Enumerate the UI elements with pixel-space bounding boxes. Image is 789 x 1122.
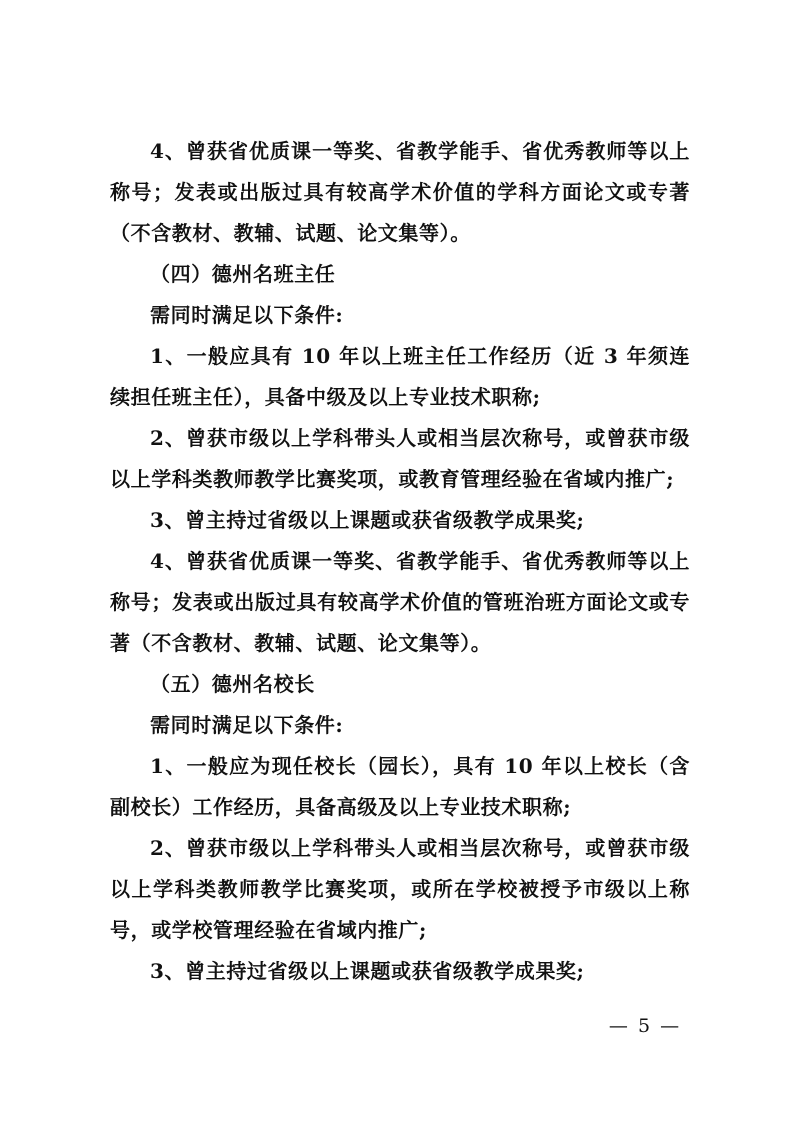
- paragraph-4: 1、一般应具有 10 年以上班主任工作经历（近 3 年须连续担任班主任），具备中级及以上专业技术职称;: [110, 344, 690, 409]
- paragraph-7: 4、曾获省优质课一等奖、省教学能手、省优秀教师等以上称号；发表或出版过具有较高学术价值的管班治班方面论文或专著（不含教材、教辅、试题、论文集等）。: [110, 549, 690, 655]
- paragraph-5: 2、曾获市级以上学科带头人或相当层次称号，或曾获市级以上学科类教师教学比赛奖项，或教育管理经验在省域内推广;: [110, 426, 690, 491]
- page-number: — 5 —: [608, 1015, 682, 1037]
- paragraph-3: 需同时满足以下条件:: [150, 303, 344, 327]
- document-body: [110, 131, 690, 992]
- section-heading-five: （五）德州名校长: [150, 672, 315, 696]
- section-heading-four: （四）德州名班主任: [150, 262, 336, 286]
- paragraph-11: 2、曾获市级以上学科带头人或相当层次称号，或曾获市级以上学科类教师教学比赛奖项，或所在学校被授予市级以上称号，或学校管理经验在省域内推广;: [110, 836, 690, 942]
- paragraph-1: 4、曾获省优质课一等奖、省教学能手、省优秀教师等以上称号；发表或出版过具有较高学术价值的学科方面论文或专著（不含教材、教辅、试题、论文集等）。: [110, 139, 690, 245]
- paragraph-9: 需同时满足以下条件:: [150, 713, 344, 737]
- paragraph-12: 3、曾主持过省级以上课题或获省级教学成果奖;: [150, 959, 585, 983]
- paragraph-10: 1、一般应为现任校长（园长），具有 10 年以上校长（含副校长）工作经历，具备高级及以上专业技术职称;: [110, 754, 690, 819]
- paragraph-6: 3、曾主持过省级以上课题或获省级教学成果奖;: [150, 508, 585, 532]
